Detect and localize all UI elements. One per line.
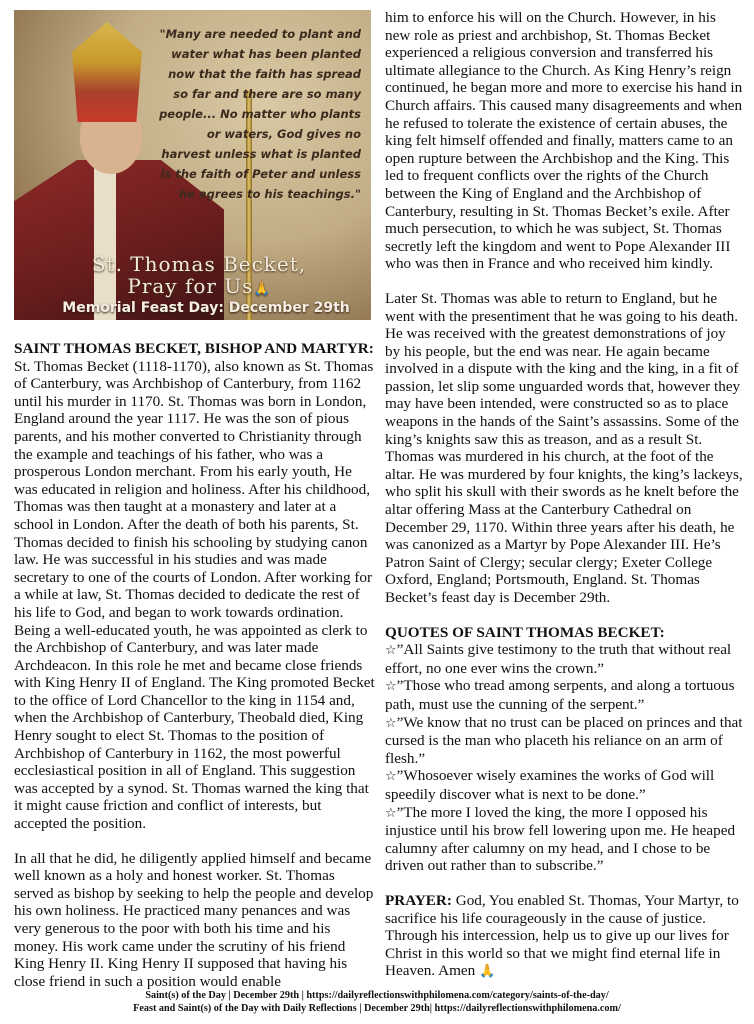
quote-text: ”All Saints give testimony to the truth that without real effort, no one ever wins the crown.” xyxy=(385,641,732,677)
left-column xyxy=(14,10,376,990)
footer-line-1: Saint(s) of the Day | December 29th | https://dailyreflectionswithphilomena.com/category/saints-of-the-day/ xyxy=(145,990,609,1001)
intro-paragraph xyxy=(14,340,376,833)
quote-item xyxy=(385,677,743,713)
mitre-shape xyxy=(72,22,142,122)
star-icon: ☆ xyxy=(385,679,397,695)
paragraph-4: Later St. Thomas was able to return to England, but he went with the presentiment that he was going to his death. He was received with the greatest demonstrations of joy by his people, but the end was near. He again became involved in a dispute with the king and the king, in a fit of passion, let slip some unguarded words that, however they may have been intended, were constructed so as to place weapons in the hands of the Saint’s assassins. Some of the king’s knights saw this as treason, and as a result St. Thomas was murdered in his church, at the foot of the altar. He was murdered by four knights, the king’s lackeys, who split his skull with their swords as he knelt before the altar offering Mass at the Canterbury Cathedral on December 29, 1170. Within three years after his death, he was canonized as a Martyr by Pope Alexander III. He’s Patron Saint of Clergy; secular clergy; Exeter College Oxford, England; Portsmouth, England. St. Thomas Becket’s feast day is December 29th. xyxy=(385,289,743,606)
image-feast-day: Memorial Feast Day: December 29th xyxy=(62,300,350,316)
quote-item xyxy=(385,714,743,768)
prayer-text: God, You enabled St. Thomas, Your Martyr, to sacrifice his life courageously in the cause of justice. Through his intercession, help us to give up our lives for Christ in this world so that we might find eternal life in Heaven. Amen xyxy=(385,891,739,980)
star-icon: ☆ xyxy=(385,715,397,731)
praying-hands-icon: 🙏 xyxy=(253,282,271,297)
quote-text: ”Those who tread among serpents, and along a tortuous path, must use the cunning of the serpent.” xyxy=(385,677,735,713)
paragraph-2: In all that he did, he diligently applied himself and became well known as a holy and honest worker. St. Thomas served as bishop by seeking to help the people and develop his own holiness. He practiced many penances and was very generous to the poor with both his time and his money. His work came under the scrutiny of his friend King Henry II. King Henry II supposed that having his close friend in such a position would enable xyxy=(14,849,374,990)
quote-item xyxy=(385,767,743,803)
right-column xyxy=(385,9,743,980)
star-icon: ☆ xyxy=(385,805,397,821)
prayer-paragraph xyxy=(385,892,743,980)
quote-text: ”The more I loved the king, the more I opposed his injustice until his brow fell lowering upon me. He heaped calumny after calumny on my head, and I chose to be driven out rather than to subscribe.” xyxy=(385,803,736,875)
image-saint-line2: Pray for Us xyxy=(127,274,254,298)
paragraph-3: him to enforce his will on the Church. However, in his new role as priest and archbishop, St. Thomas Becket experienced a religious conversion and transferred his ultimate allegiance to the Church. As King Henry’s reign continued, he began more and more to exercise his hand in Church affairs. This caused many disagreements and when he refused to tolerate the existence of certain abuses, the king felt himself offended and finally, matters came to an open rupture between the Archbishop and the King. This led to frequent conflicts over the rights of the Church between the King of England and the Archbishop of Canterbury, resulting in St. Thomas Becket’s exile. After much persecution, to which he was subject, St. Thomas secretly left the kingdom and went to Pope Alexander III who was then in France and who received him kindly. xyxy=(385,9,743,273)
star-icon: ☆ xyxy=(385,769,397,785)
quote-text: ”Whosoever wisely examines the works of God will speedily discover what is next to be done.” xyxy=(385,767,715,803)
page-footer xyxy=(0,990,754,1015)
image-saint-title xyxy=(64,253,334,301)
image-saint-line1: St. Thomas Becket, xyxy=(91,252,307,276)
saint-image xyxy=(14,10,371,320)
quote-item xyxy=(385,804,743,875)
quote-item xyxy=(385,641,743,677)
quotes-heading: QUOTES OF SAINT THOMAS BECKET: xyxy=(385,623,665,641)
praying-hands-icon: 🙏 xyxy=(479,963,496,979)
saint-heading: SAINT THOMAS BECKET, BISHOP AND MARTYR: xyxy=(14,340,374,357)
quote-text: ”We know that no trust can be placed on princes and that cursed is the man who placeth his reliance on an arm of flesh.” xyxy=(385,713,743,767)
intro-text: St. Thomas Becket (1118-1170), also known as St. Thomas of Canterbury, was Archbishop of Canterbury, from 1162 until his murder in 1170. St. Thomas was born in London, England around the year 1117. He was the son of pious parents, and his mother converted to Christianity through the example and teachings of his father, who was a prosperous London merchant. From his early youth, He was educated in religion and holiness. After his childhood, Thomas was then taught at a monastery and later at a school in London. After the death of both his parents, St. Thomas decided to finish his schooling by studying canon law. He was successful in his studies and was made secretary to one of the courts of London. After working for a while at law, St. Thomas decided to dedicate the rest of his life to God, and began to work towards ordination. Being a well-educated youth, he was appointed as clerk to the Archbishop of Canterbury, and was later made Archdeacon. In this role he met and became close friends with King Henry II of England. The King promoted Becket to the office of Lord Chancellor to the king in 1154 and, when the Archbishop of Canterbury, Theobald died, King Henry sought to elect St. Thomas to the position of Archbishop of Canterbury in 1162, the most powerful ecclesiastical position in all of England. This suggestion was accepted by a synod. St. Thomas warned the king that it might cause friction and conflict of interests, but accepted the position. xyxy=(14,357,375,833)
prayer-label: PRAYER: xyxy=(385,891,452,909)
star-icon: ☆ xyxy=(385,643,397,659)
footer-line-2: Feast and Saint(s) of the Day with Daily Reflections | December 29th| https://dailyreflectionswithphilomena.com/ xyxy=(133,1002,621,1014)
image-quote: "Many are needed to plant and water what has been planted now that the faith has spread so far and there are so many people... No matter who plants or waters, God gives no harvest unless what is planted is the faith of Peter and unless he agrees to his teachings." xyxy=(159,27,361,201)
